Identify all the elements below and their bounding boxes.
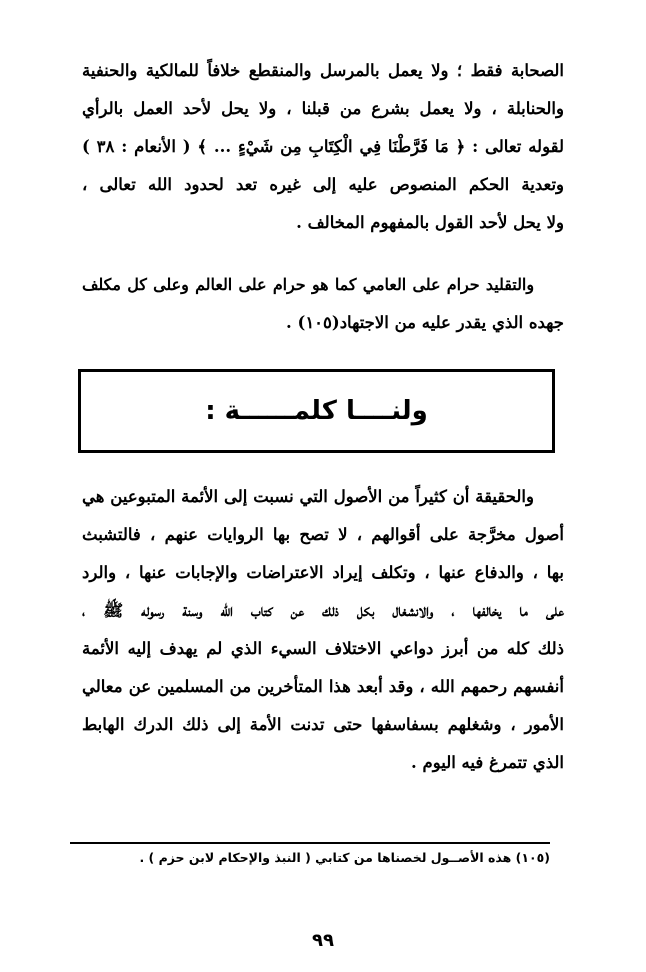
page-number: ٩٩	[312, 930, 334, 951]
text-line: على ما يخالفها ، والانشغال بكل ذلك عن كتاب الله وسنة رسوله ﷺ ،	[82, 601, 564, 620]
paragraph-3	[82, 478, 564, 782]
text-line: جهده الذي يقدر عليه من الاجتهاد(١٠٥) .	[286, 313, 564, 332]
text-line: أصول مخرَّجة على أقوالهم ، لا تصح بها الروايات عنهم ، فالتشبث	[82, 525, 564, 544]
footnote: (١٠٥) هذه الأصــول لخصناها من كتابي ( النبذ والإحكام لابن حزم ) .	[139, 850, 550, 865]
paragraph-2	[82, 266, 564, 342]
text-line: الصحابة فقط ؛ ولا يعمل بالمرسل والمنقطع خلافاً للمالكية والحنفية	[82, 61, 564, 80]
section-heading: ولنــــا كلمــــــة :	[205, 396, 428, 426]
text-line: الأمور ، وشغلهم بسفاسفها حتى تدنت الأمة إلى ذلك الدرك الهابط	[82, 715, 564, 734]
text-line: والحقيقة أن كثيراً من الأصول التي نسبت إلى الأئمة المتبوعين هي	[82, 487, 534, 506]
footnote-divider	[70, 842, 550, 844]
paragraph-1	[82, 52, 564, 242]
section-heading-box	[78, 369, 555, 453]
text-line: ولا يحل لأحد القول بالمفهوم المخالف .	[296, 213, 564, 232]
text-line: بها ، والدفاع عنها ، وتكلف إيراد الاعتراضات والإجابات عنها ، والرد	[82, 563, 564, 582]
text-line: وتعدية الحكم المنصوص عليه إلى غيره تعد لحدود الله تعالى ،	[82, 175, 564, 194]
text-line: ذلك كله من أبرز دواعي الاختلاف السيء الذي لم يهدف إليه الأئمة	[82, 639, 564, 658]
text-line: الذي تتمرغ فيه اليوم .	[410, 753, 564, 772]
text-line: لقوله تعالى : ﴿ مَا فَرَّطْنَا فِي الْكِتَابِ مِن شَيْءٍ ... ﴾ ( الأنعام : ٣٨ )	[82, 137, 564, 156]
text-line: أنفسهم رحمهم الله ، وقد أبعد هذا المتأخرين من المسلمين عن معالي	[82, 677, 564, 696]
text-line: والتقليد حرام على العامي كما هو حرام على العالم وعلى كل مكلف	[82, 275, 534, 294]
text-line: والحنابلة ، ولا يعمل بشرع من قبلنا ، ولا يحل لأحد العمل بالرأي	[82, 99, 564, 118]
